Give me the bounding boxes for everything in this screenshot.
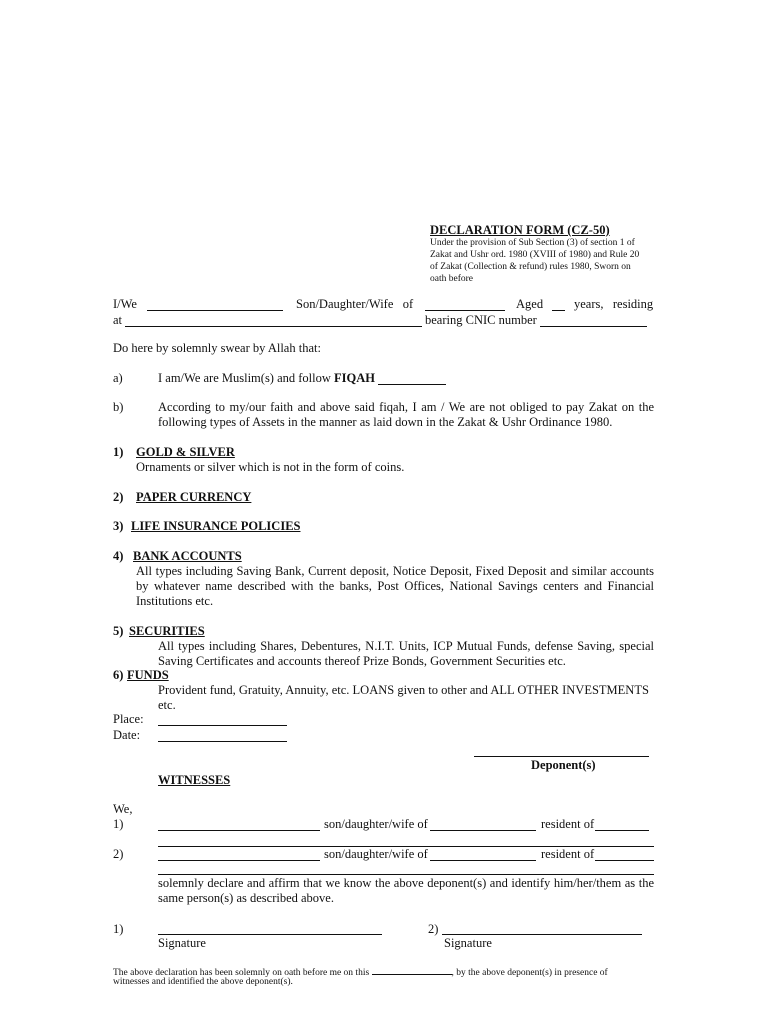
witness-1-resident-label: resident of xyxy=(541,817,595,831)
place-field[interactable] xyxy=(158,725,287,726)
signature-2-field[interactable] xyxy=(442,934,642,935)
witness-2-resident-label: resident of xyxy=(541,847,595,861)
asset-4-number: 4) xyxy=(113,549,124,563)
form-title: DECLARATION FORM (CZ-50) xyxy=(430,223,610,237)
parent-name-field[interactable] xyxy=(425,310,505,311)
witnesses-we: We, xyxy=(113,802,133,816)
form-subtitle-line-1: Under the provision of Sub Section (3) of section 1 of xyxy=(430,238,635,248)
clause-a-text xyxy=(158,371,375,386)
asset-3-heading: LIFE INSURANCE POLICIES xyxy=(131,519,301,533)
asset-1-heading: GOLD & SILVER xyxy=(136,445,235,459)
place-label: Place: xyxy=(113,712,144,726)
signature-2-marker: 2) xyxy=(428,922,439,936)
footer-date-field[interactable] xyxy=(372,965,452,975)
asset-4-heading: BANK ACCOUNTS xyxy=(133,549,242,563)
date-field[interactable] xyxy=(158,741,287,742)
cnic-field[interactable] xyxy=(540,326,647,327)
asset-6-body: Provident fund, Gratuity, Annuity, etc. LOANS given to other and ALL OTHER INVESTMENTS etc. xyxy=(158,683,649,712)
relation-label: Son/Daughter/Wife of xyxy=(296,297,414,311)
asset-2-number: 2) xyxy=(113,490,124,504)
footer-text-after: , by the above deponent(s) in presence of xyxy=(451,968,608,978)
witness-2-parent-field[interactable] xyxy=(430,860,536,861)
form-subtitle-line-3: of Zakat (Collection & refund) rules 1980, Sworn on xyxy=(430,262,631,272)
asset-4-body: All types including Saving Bank, Current deposit, Notice Deposit, Fixed Deposit and similar accounts by whatever name described with the banks, Post Offices, National Savings centers and Financial Institutions etc. xyxy=(136,564,654,608)
aged-label: Aged xyxy=(516,297,544,311)
asset-2-heading: PAPER CURRENCY xyxy=(136,490,252,504)
iwe-label: I/We xyxy=(113,297,137,311)
witness-2-address-field[interactable] xyxy=(158,874,654,875)
name-field[interactable] xyxy=(147,310,283,311)
footer-line-2: witnesses and identified the above deponent(s). xyxy=(113,977,293,987)
clause-a-body: I am/We are Muslim(s) and follow xyxy=(158,371,331,385)
witness-1-relation-label: son/daughter/wife of xyxy=(324,817,428,831)
asset-3-number: 3) xyxy=(113,519,124,533)
oath-text: Do here by solemnly swear by Allah that: xyxy=(113,341,321,355)
age-field[interactable] xyxy=(552,310,565,311)
deponent-label: Deponent(s) xyxy=(531,758,596,772)
witness-1-parent-field[interactable] xyxy=(430,830,536,831)
witnesses-heading: WITNESSES xyxy=(158,773,231,787)
clause-b-marker: b) xyxy=(113,400,124,414)
asset-1-number: 1) xyxy=(113,445,124,459)
signature-1-field[interactable] xyxy=(158,934,382,935)
asset-5-number: 5) xyxy=(113,624,124,638)
asset-5-heading: SECURITIES xyxy=(129,624,205,638)
witness-1-name-field[interactable] xyxy=(158,830,320,831)
asset-6-heading: FUNDS xyxy=(127,668,169,682)
clause-b-text: According to my/our faith and above said fiqah, I am / We are not obliged to pay Zakat on the following types of Assets in the manner as laid down in the Zakat & Ushr Ordinance 1980. xyxy=(158,400,654,429)
signature-1-marker: 1) xyxy=(113,922,124,936)
witness-1-resident-field[interactable] xyxy=(595,830,649,831)
fiqah-field[interactable] xyxy=(378,384,446,385)
asset-6-number: 6) xyxy=(113,668,124,682)
deponent-signature-line[interactable] xyxy=(474,756,649,757)
witness-2-name-field[interactable] xyxy=(158,860,320,861)
witness-2-resident-field[interactable] xyxy=(595,860,654,861)
witnesses-affirmation: solemnly declare and affirm that we know the above deponent(s) and identify him/her/them as the same person(s) as described above. xyxy=(158,876,654,905)
date-label: Date: xyxy=(113,728,141,742)
clause-a-marker: a) xyxy=(113,371,123,385)
form-subtitle-line-4: oath before xyxy=(430,274,473,284)
signature-1-label: Signature xyxy=(158,936,206,950)
signature-2-label: Signature xyxy=(444,936,492,950)
asset-5-body: All types including Shares, Debentures, N.I.T. Units, ICP Mutual Funds, defense Saving, special Saving Certificates and accounts thereof Prize Bonds, Government Securities etc. xyxy=(158,639,654,668)
witness-2-marker: 2) xyxy=(113,847,124,861)
address-field[interactable] xyxy=(125,326,422,327)
years-residing-label: years, residing xyxy=(574,297,654,311)
witness-1-marker: 1) xyxy=(113,817,124,831)
fiqah-label: FIQAH xyxy=(334,371,376,385)
form-subtitle-line-2: Zakat and Ushr ord. 1980 (XVIII of 1980) and Rule 20 xyxy=(430,250,640,260)
asset-1-body: Ornaments or silver which is not in the form of coins. xyxy=(136,460,405,474)
witness-2-relation-label: son/daughter/wife of xyxy=(324,847,428,861)
at-label: at xyxy=(113,313,123,327)
footer-text-before: The above declaration has been solemnly on oath before me on this xyxy=(113,968,370,978)
cnic-label: bearing CNIC number xyxy=(425,313,537,327)
